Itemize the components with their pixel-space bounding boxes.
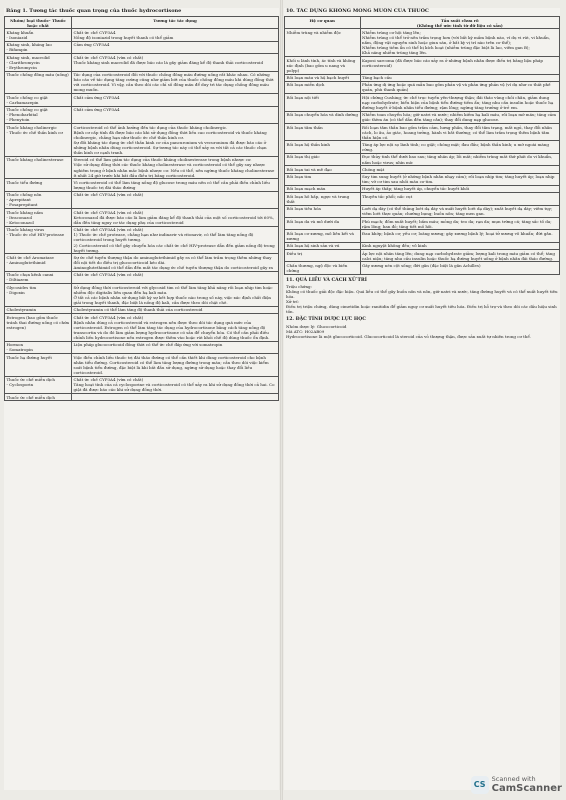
interaction-cell: Vì corticosteroid có thể làm tăng nồng độ glucose trong máu nên có thể cần phải điều chỉnh liều lượng thuốc trị đái tháo đường	[72, 179, 279, 191]
table-row	[285, 185, 560, 192]
table-row	[5, 54, 279, 71]
drug-cell: Thuốc hạ đường huyết	[5, 354, 72, 377]
adverse-effect-cell: Tăng áp lực nội sọ lành tính; co giật; chóng mặt; đau đầu; bệnh thần kinh; u mỡ ngoài màng cứng.	[360, 141, 560, 153]
drug-cell: Thuốc chẹn kênh canxi - Diltiazem	[5, 271, 72, 283]
table-row	[5, 284, 279, 307]
drug-cell: Thuốc kháng nấm - Itraconazol - Ketoconazol	[5, 209, 72, 226]
table-row	[285, 205, 560, 217]
right-page-title: 10. TÁC DỤNG KHÔNG MONG MUỐN CỦA THUỐC	[286, 8, 429, 14]
table-row	[285, 230, 560, 242]
organ-system-cell: Rối loạn nội tiết	[285, 94, 361, 111]
drug-cell: Kháng sinh, kháng lao - Rifampin	[5, 41, 72, 53]
adverse-effect-cell: Kinh nguyệt không đều; vô kinh	[360, 242, 560, 249]
interaction-cell: Việc điều chỉnh liều thuốc trị đái tháo đường có thể cần thiết khi dùng corticosteroid cho bệnh nhân tiểu đường. Corticosteroid có thể làm tăng lượng đường trong máu; cần theo dõi việc kiểm soát bệnh tiểu đường, đặc biệt là khi bắt đầu sử dụng, ngừng sử dụng hoặc thay đổi liều corticosteroid.	[72, 354, 279, 377]
interaction-cell: Chất ức chế CYP3A4 (vừa có chất) Tăng hoạt tính của cả cyclosporine và corticosteroid có thể xảy ra khi sử dụng đồng thời cả hai. Co giật đã được báo cáo khi sử dụng đồng thời.	[72, 376, 279, 393]
table-row	[5, 156, 279, 179]
table-row	[285, 262, 560, 274]
interaction-cell: Cảm ứng CYP3A4	[72, 41, 279, 53]
interaction-cell: Corticosteroid có thể ảnh hưởng đến tác dụng của thuốc kháng cholinergic. Bệnh cơ cấp tính đã được báo cáo khi sử dụng đồng thời liều cao corticosteroid và thuốc kháng cholinergic, chẳng hạn như thuốc ức chế thần kinh cơ. Sự đối kháng tác dụng ức chế thần kinh cơ của pancuronium và vecuronium đã được báo cáo ở những bệnh nhân dùng corticosteroid. Sự tương tác này có thể xảy ra với tất cả các thuốc chẹn thần kinh cơ cạnh tranh.	[72, 124, 279, 157]
section-12-title: 12. ĐẶC TÍNH DƯỢC LỰC HỌC	[286, 317, 366, 323]
organ-system-cell: Điều trị	[285, 249, 361, 261]
drug-cell: Estrogen (bao gồm thuốc tránh thai đường uống có chứa estrogen)	[5, 313, 72, 341]
table-row	[5, 306, 279, 313]
drug-cell: Thuốc chống nôn - Aprepitant - Fosaprepitant	[5, 191, 72, 208]
adverse-effect-cell: Phù mạch; đốm xuất huyết; bầm máu; mỏng da; teo da; rạn da; mụn trứng cá; tăng sắc tố da; rậm lông; ban đỏ; tăng tiết mồ hôi.	[360, 217, 560, 229]
drug-cell: Thuốc chống đông máu (uống)	[5, 71, 72, 94]
drug-cell: Thuốc ức chế miễn dịch - Cyclosporin	[5, 376, 72, 393]
drug-cell: Thuốc kháng cholinergic - Thuốc ức chế thần kinh cơ	[5, 124, 72, 157]
adverse-effect-cell: Nhiễm toan chuyển hóa; giữ natri và nước; nhiễm kiềm hạ kali máu, rối loạn mỡ máu; tăng cảm giác thèm ăn (có thể dẫn đến tăng cân); thay đổi dung nạp glucose.	[360, 111, 560, 123]
section-11-text: Triệu chứng: Không có thuốc giải độc đặc hiệu. Quá liều có thể gây buồn nôn và nôn, giữ natri và nước, tăng đường huyết và có thể xuất huyết tiêu hóa. Xử trí: Điều trị triệu chứng, dùng cimetidin hoặc ranitidin để giảm nguy cơ xuất huyết tiêu hóa. Điều trị hỗ trợ và theo dõi các dấu hiệu sinh tồn.	[286, 284, 558, 315]
interaction-cell: Steroid có thể làm giảm tác dụng của thuốc kháng cholinesterase trong bệnh nhược cơ. Việc sử dụng đồng thời các thuốc kháng cholinesterase và corticosteroid có thể gây suy nhược nghiêm trọng ở bệnh nhân mắc bệnh nhược cơ. Nếu có thể, nên ngừng thuốc kháng cholinesterase ít nhất 24 giờ trước khi bắt đầu điều trị bằng corticosteroid.	[72, 156, 279, 179]
interaction-cell: Liệu pháp glucocorticoid đồng thời có thể ức chế đáp ứng với somatropin	[72, 341, 279, 353]
drug-cell: Glycosides tim - Digoxin	[5, 284, 72, 307]
organ-system-cell: Rối loạn tai và mê đạo	[285, 166, 361, 173]
page-fold	[280, 0, 283, 800]
drug-interaction-table	[4, 16, 279, 401]
badge-line2: CamScanner	[491, 783, 562, 794]
drug-cell: Cholestyramin	[5, 306, 72, 313]
table-row	[285, 141, 560, 153]
interaction-cell: Sự ức chế tuyến thượng thận do aminoglutethimid gây ra có thể làm trầm trọng thêm những thay đổi nội tiết do điều trị glucocorticoid kéo dài. Aminoglutethimid có thể dẫn đến mất tác dụng ức chế tuyến thượng thận do corticosteroid gây ra	[72, 254, 279, 271]
header-frequency: Tần suất chưa rõ (Không thể ước tính từ dữ liệu có sẵn)	[360, 17, 560, 29]
organ-system-cell: Rối loạn hệ thần kinh	[285, 141, 361, 153]
table-row	[285, 173, 560, 185]
badge-text	[492, 775, 562, 794]
interaction-cell: Chất ức chế CYP3A4 Nồng độ isoniazid trong huyết thanh có thể giảm	[72, 29, 279, 41]
table-header-row	[285, 17, 560, 29]
table-row	[285, 29, 560, 57]
organ-system-cell: Rối loạn tâm thần	[285, 124, 361, 141]
table-row	[5, 394, 279, 401]
adverse-effect-cell: Loét dạ dày (có thể thủng loét dạ dày và xuất huyết loét dạ dày); xuất huyết dạ dày; viêm tụy; viêm loét thực quản; chướng bụng; buồn nôn; tăng men gan.	[360, 205, 560, 217]
interaction-cell	[72, 394, 279, 401]
adverse-effect-cell: Kaposi sarcoma (đã được báo cáo xảy ra ở những bệnh nhân được điều trị bằng liệu pháp corticosteroid)	[360, 57, 560, 74]
organ-system-cell: Rối loạn tim	[285, 173, 361, 185]
adverse-effect-cell: Chóng mặt	[360, 166, 560, 173]
left-page	[4, 8, 279, 790]
adverse-effect-cell: Thuyên tắc phổi; nấc cụt	[360, 193, 560, 205]
table-row	[5, 191, 279, 208]
table-row	[5, 376, 279, 393]
interaction-cell: Chất ức chế CYP3A4 (vừa có chất) Ketoconazol đã được báo cáo là làm giảm đáng kể độ thanh thải của một số corticosteroid tới 60%, dẫn đến tăng nguy cơ tác dụng phụ của corticosteroid	[72, 209, 279, 226]
table-row	[5, 226, 279, 254]
table-row	[5, 179, 279, 191]
table-row	[5, 94, 279, 106]
adverse-effect-cell: Phản ứng dị ứng hoặc quá mẫn bao gồm phản vệ và phản ứng phản vệ (ví dụ như co thắt phế quản, phù thanh quản)	[360, 81, 560, 93]
drug-cell: Kháng sinh, macrolid - Clarithromycin - Erythromycin	[5, 54, 72, 71]
organ-system-cell: Rối loạn thị giác	[285, 153, 361, 165]
adverse-effect-cell: Rối loạn tâm thần bao gồm trầm cảm, hưng phấn, thay đổi tâm trạng, mất ngủ, thay đổi nhân cách, lo âu, ảo giác, hoang tưởng, hành vi bất thường; có thể làm trầm trọng thêm bệnh tâm thần hiện có.	[360, 124, 560, 141]
interaction-cell: Chất cảm ứng CYP3A4	[72, 106, 279, 123]
drug-cell: Thuốc tiểu đường	[5, 179, 72, 191]
adverse-effect-cell: Hội chứng Cushing; ức chế trục tuyến yên-thượng thận; đái tháo vùng chồi chân, giảm dung nạp carbohydrate; biểu hiện của bệnh tiểu đường tiềm ẩn; tăng nhu cầu insulin hoặc thuốc hạ đường huyết ở bệnh nhân tiểu đường; rậm lông; ngừng tăng trưởng ở trẻ em.	[360, 94, 560, 111]
interaction-cell: Chất ức chế CYP3A4 (vừa có chất)	[72, 271, 279, 283]
right-page	[284, 8, 560, 790]
table-header-row	[5, 17, 279, 29]
interaction-cell: Chất ức chế CYP3A4 (vừa có chất) Thuốc kháng sinh macrolid đã được báo cáo là gây giảm đáng kể độ thanh thải corticosteroid	[72, 54, 279, 71]
adverse-effect-cell: Nhiễm trùng cơ hội tăng lên; Nhiễm trùng có thể trở nên trầm trọng hơn (với bất kỳ mầm bệnh nào, ví dụ vi rút, vi khuẩn, nấm, động vật nguyên sinh hoặc giun sán, ở bất kỳ vị trí nào trên cơ thể); Nhiễm trùng tiềm ẩn có thể bị kích hoạt (nhiễm trùng đặc biệt là lao, viêm gan B); Khả năng nhiễm trùng tăng lên.	[360, 29, 560, 57]
interaction-cell: Sử dụng đồng thời corticosteroid với glycosid tim có thể làm tăng khả năng rối loạn nhịp tim hoặc nhiễm độc digitalis liên quan đến hạ kali máu. Ở tất cả các bệnh nhân sử dụng bất kỳ sự kết hợp thuốc nào trong số này, việc xác định chất điện giải trong huyết thanh, đặc biệt là nồng độ kali, cần được theo dõi chặt chẽ.	[72, 284, 279, 307]
camscanner-logo-icon: CS	[471, 776, 489, 794]
left-page-title: Bảng 1. Tương tác thuốc quan trọng của thuốc hydrocortisone	[6, 8, 182, 14]
adverse-effect-cell: Suy tim sung huyết (ở những bệnh nhân nhạy cảm); rối loạn nhịp tim; tăng huyết áp; loạn nhịp tim; vỡ cơ tim sau nhồi máu cơ tim.	[360, 173, 560, 185]
adverse-effect-cell: Đau khớp; bệnh cơ; yếu cơ; loãng xương; gãy xương bệnh lý; hoại tử xương vô khuẩn; đứt gân.	[360, 230, 560, 242]
table-row	[5, 41, 279, 53]
adverse-effect-cell: Huyết áp thấp; tăng huyết áp, chuyển tắc huyết khối	[360, 185, 560, 192]
interaction-cell: Chất ức chế CYP3A4 (vừa có chất)	[72, 191, 279, 208]
organ-system-cell: Rối loạn tiêu hóa	[285, 205, 361, 217]
drug-cell: Thuốc ức chế miễn dịch	[5, 394, 72, 401]
table-row	[285, 94, 560, 111]
table-row	[5, 124, 279, 157]
table-row	[285, 111, 560, 123]
organ-system-cell: Nhiễm trùng và nhiễm độc	[285, 29, 361, 57]
table-row	[285, 153, 560, 165]
interaction-cell: Chất cảm ứng CYP3A4	[72, 94, 279, 106]
adverse-effects-table	[284, 16, 560, 275]
section-11-title: 11. QUÁ LIỀU VÀ CÁCH XỬ TRÍ	[286, 277, 367, 283]
header-organ: Hệ cơ quan	[285, 17, 361, 29]
drug-cell: Kháng khuẩn - Isoniazid	[5, 29, 72, 41]
interaction-cell: Cholestyramin có thể làm tăng độ thanh thải của corticosteroid	[72, 306, 279, 313]
table-row	[285, 74, 560, 81]
organ-system-cell: Rối loạn mạch máu	[285, 185, 361, 192]
table-row	[285, 124, 560, 141]
interaction-cell: Tác dụng của corticosteroid đối với thuốc chống đông máu đường uống rất khác nhau. Có những báo cáo về tác dụng tăng cường cũng như giảm bớt của thuốc chống đông máu khi dùng đồng thời với corticosteroid. Vì vậy, cần theo dõi các chỉ số đông máu để duy trì tác dụng chống đông máu mong muốn.	[72, 71, 279, 94]
table-row	[5, 71, 279, 94]
drug-cell: Thuốc kháng virus - Thuốc ức chế HIV-protease	[5, 226, 72, 254]
table-row	[5, 209, 279, 226]
table-row	[5, 271, 279, 283]
adverse-effect-cell: Tăng bạch cầu	[360, 74, 560, 81]
organ-system-cell: Chấn thương, ngộ độc và biến chứng	[285, 262, 361, 274]
table-row	[285, 217, 560, 229]
interaction-cell: Chất ức chế CYP3A4 (vừa có chất) 1) Thuốc ức chế protease, chẳng hạn như indinavir và ritonavir, có thể làm tăng nồng độ corticosteroid trong huyết tương. 2) Corticosteroid có thể gây chuyển hóa các chất ức chế HIV-protease dẫn đến giảm nồng độ trong huyết tương.	[72, 226, 279, 254]
organ-system-cell: Rối loạn miễn dịch	[285, 81, 361, 93]
table-row	[285, 57, 560, 74]
drug-cell: Hormon - Somatropin	[5, 341, 72, 353]
camscanner-badge	[471, 775, 562, 794]
table-row	[285, 166, 560, 173]
table-row	[5, 254, 279, 271]
organ-system-cell: Khối u lành tính, ác tính và không xác định (bao gồm u nang và polyp)	[285, 57, 361, 74]
table-row	[5, 106, 279, 123]
table-row	[5, 341, 279, 353]
drug-cell: Thuốc kháng cholinesterase	[5, 156, 72, 179]
organ-system-cell: Rối loạn cơ xương, mô liên kết và xương	[285, 230, 361, 242]
header-drug: Nhóm/ loại thuốc- Thuốc hoặc chất	[5, 17, 72, 29]
table-row	[285, 193, 560, 205]
interaction-cell: Chất ức chế CYP3A4 (vừa có chất) Bệnh nhân dùng cả corticosteroid và estrogen nên được theo dõi tác dụng quá mức của corticosteroid. Estrogen có thể làm tăng tác dụng của hydrocortisone bằng cách tăng nồng độ transcortin và do đó làm giảm lượng hydrocortisone có sẵn để chuyển hóa. Có thể cần phải điều chỉnh liều hydrocortisone nếu estrogen được thêm vào hoặc rút khỏi chế độ dùng thuốc ổn định.	[72, 313, 279, 341]
organ-system-cell: Rối loạn chuyển hóa và dinh dưỡng	[285, 111, 361, 123]
table-row	[5, 313, 279, 341]
header-effect: Tương tác tác dụng	[72, 17, 279, 29]
organ-system-cell: Rối loạn hệ sinh sản và vú	[285, 242, 361, 249]
organ-system-cell: Rối loạn máu và hệ bạch huyết	[285, 74, 361, 81]
organ-system-cell: Rối loạn hô hấp, ngực và trung thất	[285, 193, 361, 205]
table-row	[5, 29, 279, 41]
table-row	[285, 242, 560, 249]
adverse-effect-cell: Đục thủy tinh thể dưới bao sau; tăng nhãn áp; lồi mắt; nhiễm trùng mắt thứ phát do vi khuẩn, nấm hoặc virus; nhìn mờ.	[360, 153, 560, 165]
table-row	[285, 249, 560, 261]
badge-line1: Scanned with	[491, 775, 536, 783]
table-row	[5, 354, 279, 377]
table-row	[285, 81, 560, 93]
adverse-effect-cell: Gãy xương nén cột sống; đứt gân (đặc biệt là gân Achilles)	[360, 262, 560, 274]
drug-cell: Thuốc chống co giật - Phenobarbital - Phenytoin	[5, 106, 72, 123]
adverse-effect-cell: Áp lực nội nhãn tăng lên; dung nạp carbohydrate giảm; lượng kali trong máu giảm có thể; tăng calci niệu; tăng nhu cầu insulin hoặc thuốc hạ đường huyết uống ở bệnh nhân đái tháo đường.	[360, 249, 560, 261]
section-12-text: Nhóm dược lý: Glucocorticoid Mã ATC: H02AB09 Hydrocortisone là một glucocorticoid. Glucocorticoid là steroid của vỏ thượng thận, được sản xuất tự nhiên trong cơ thể.	[286, 323, 532, 339]
drug-cell: Thuốc chống co giật - Carbamazepin	[5, 94, 72, 106]
organ-system-cell: Rối loạn da và mô dưới da	[285, 217, 361, 229]
drug-cell: Chất ức chế Aromatase - Aminoglutethimid	[5, 254, 72, 271]
